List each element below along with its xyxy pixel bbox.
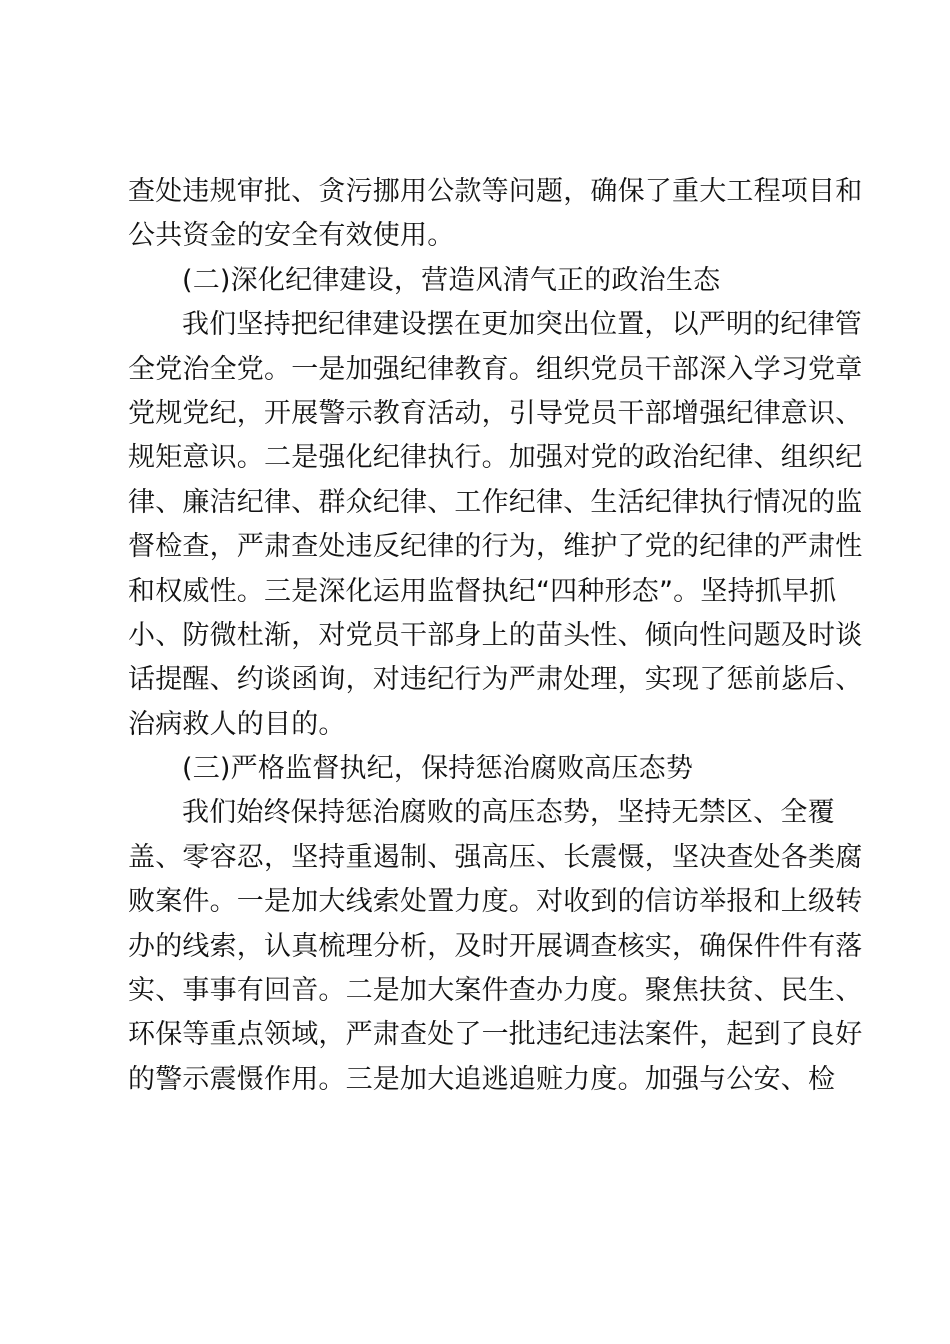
- text-line: 党规党纪，开展警示教育活动，引导党员干部增强纪律意识、: [128, 397, 863, 429]
- text-line: 公共资金的安全有效使用。: [128, 220, 455, 252]
- document-body: [128, 170, 863, 1102]
- text-line: 话提醒、约谈函询，对违纪行为严肃处理，实现了惩前毖后、: [128, 664, 863, 696]
- text-line: 盖、零容忍，坚持重遏制、强高压、长震慑，坚决查处各类腐: [128, 841, 863, 873]
- text-line: 规矩意识。二是强化纪律执行。加强对党的政治纪律、组织纪: [128, 442, 863, 474]
- text-line: 我们坚持把纪律建设摆在更加突出位置，以严明的纪律管: [182, 309, 862, 341]
- text-line: 治病救人的目的。: [128, 708, 346, 740]
- text-line: 环保等重点领域，严肃查处了一批违纪违法案件，起到了良好: [128, 1019, 863, 1051]
- text-line: 全党治全党。一是加强纪律教育。组织党员干部深入学习党章: [128, 353, 863, 385]
- text-line: 我们始终保持惩治腐败的高压态势，坚持无禁区、全覆: [182, 797, 835, 829]
- text-line: (二)深化纪律建设，营造风清气正的政治生态: [182, 264, 721, 296]
- text-line: 查处违规审批、贪污挪用公款等问题，确保了重大工程项目和: [128, 176, 863, 207]
- text-line: 败案件。一是加大线索处置力度。对收到的信访举报和上级转: [128, 886, 863, 918]
- text-line: 督检查，严肃查处违反纪律的行为，维护了党的纪律的严肃性: [128, 531, 863, 563]
- text-line: 和权威性。三是深化运用监督执纪“四种形态”。坚持抓早抓: [128, 575, 837, 607]
- text-line: 律、廉洁纪律、群众纪律、工作纪律、生活纪律执行情况的监: [128, 486, 863, 518]
- text-line: 小、防微杜渐，对党员干部身上的苗头性、倾向性问题及时谈: [128, 619, 863, 651]
- text-line: 办的线索，认真梳理分析，及时开展调查核实，确保件件有落: [128, 930, 863, 962]
- text-line: (三)严格监督执纪，保持惩治腐败高压态势: [182, 753, 694, 785]
- text-line: 的警示震慑作用。三是加大追逃追赃力度。加强与公安、检: [128, 1063, 836, 1095]
- text-line: 实、事事有回音。二是加大案件查办力度。聚焦扶贫、民生、: [128, 975, 863, 1007]
